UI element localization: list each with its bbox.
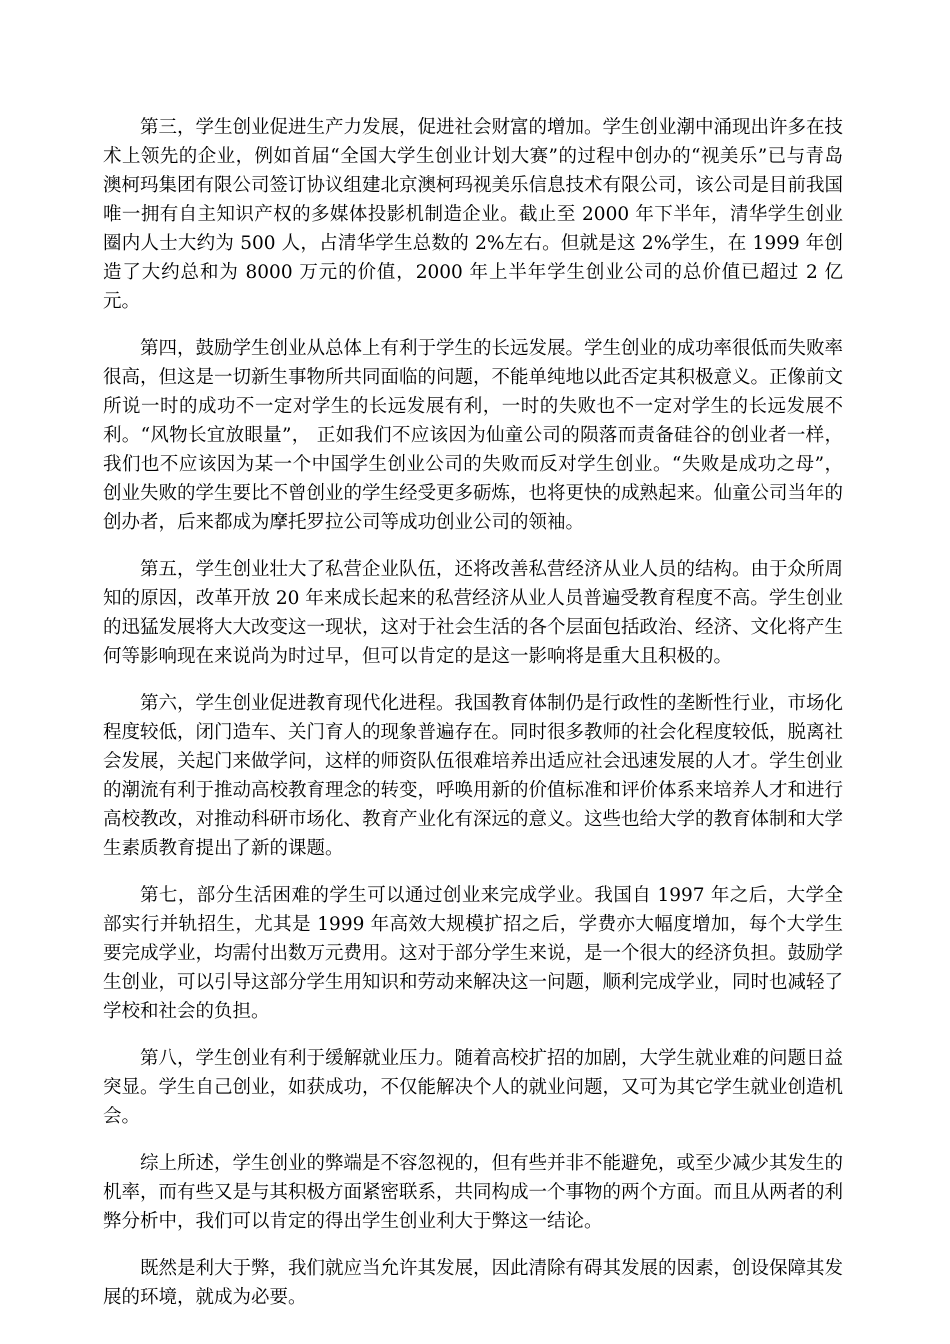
paragraph-fifth-point: 第五，学生创业壮大了私营企业队伍，还将改善私营经济从业人员的结构。由于众所周知的原因，改革开放 20 年来成长起来的私营经济从业人员普遍受教育程度不高。学生创业的迅猛发展将大大改变这一现状，这对于社会生活的各个层面包括政治、经济、文化将产生何等影响现在来说尚为时过早，但可以肯定的是这一影响将是重大且积极的。 (103, 559, 844, 667)
paragraph-summary: 综上所述，学生创业的弊端是不容忽视的，但有些并非不能避免，或至少减少其发生的机率，而有些又是与其积极方面紧密联系，共同构成一个事物的两个方面。而且从两者的利弊分析中，我们可以肯定的得出学生创业利大于弊这一结论。 (103, 1153, 844, 1232)
paragraph-sixth-point: 第六，学生创业促进教育现代化进程。我国教育体制仍是行政性的垄断性行业，市场化程度较低，闭门造车、关门育人的现象普遍存在。同时很多教师的社会化程度较低，脱离社会发展，关起门来做学问，这样的师资队伍很难培养出适应社会迅速发展的人才。学生创业的潮流有利于推动高校教育理念的转变，呼唤用新的价值标准和评价体系来培养人才和进行高校教改，对推动科研市场化、教育产业化有深远的意义。这些也给大学的教育体制和大学生素质教育提出了新的课题。 (103, 693, 844, 859)
paragraph-fourth-point: 第四，鼓励学生创业从总体上有利于学生的长远发展。学生创业的成功率很低而失败率很高，但这是一切新生事物所共同面临的问题，不能单纯地以此否定其积极意义。正像前文所说一时的成功不一定对学生的长远发展有利，一时的失败也不一定对学生的长远发展不利。“风物长宜放眼量”， 正如我们不应该因为仙童公司的陨落而责备硅谷的创业者一样，我们也不应该因为某一个中国学生创业公司的失败而反对学生创业。“失败是成功之母”，创业失败的学生要比不曾创业的学生经受更多砺炼，也将更快的成熟起来。仙童公司当年的创办者，后来都成为摩托罗拉公司等成功创业公司的领袖。 (103, 338, 844, 533)
paragraph-seventh-point: 第七，部分生活困难的学生可以通过创业来完成学业。我国自 1997 年之后，大学全部实行并轨招生，尤其是 1999 年高效大规模扩招之后，学费亦大幅度增加，每个大学生要完成学业，均需付出数万元费用。这对于部分学生来说，是一个很大的经济负担。鼓励学生创业，可以引导这部分学生用知识和劳动来解决这一问题，顺利完成学业，同时也减轻了学校和社会的负担。 (103, 885, 844, 1022)
paragraph-third-point: 第三，学生创业促进生产力发展，促进社会财富的增加。学生创业潮中涌现出许多在技术上领先的企业，例如首届“全国大学生创业计划大赛”的过程中创办的“视美乐”已与青岛澳柯玛集团有限公司签订协议组建北京澳柯玛视美乐信息技术有限公司，该公司是目前我国唯一拥有自主知识产权的多媒体投影机制造企业。截止至 2000 年下半年，清华学生创业圈内人士大约为 500 人，占清华学生总数的 2%左右。但就是这 2%学生，在 1999 年创造了大约总和为 8000 万元的价值，2000 年上半年学生创业公司的总价值已超过 2 亿元。 (103, 117, 844, 312)
paragraph-eighth-point: 第八，学生创业有利于缓解就业压力。随着高校扩招的加剧，大学生就业难的问题日益突显。学生自己创业，如获成功，不仅能解决个人的就业问题，又可为其它学生就业创造机会。 (103, 1048, 844, 1127)
paragraph-conclusion: 既然是利大于弊，我们就应当允许其发展，因此清除有碍其发展的因素，创设保障其发展的环境，就成为必要。 (103, 1258, 844, 1308)
document-body (103, 113, 843, 1330)
